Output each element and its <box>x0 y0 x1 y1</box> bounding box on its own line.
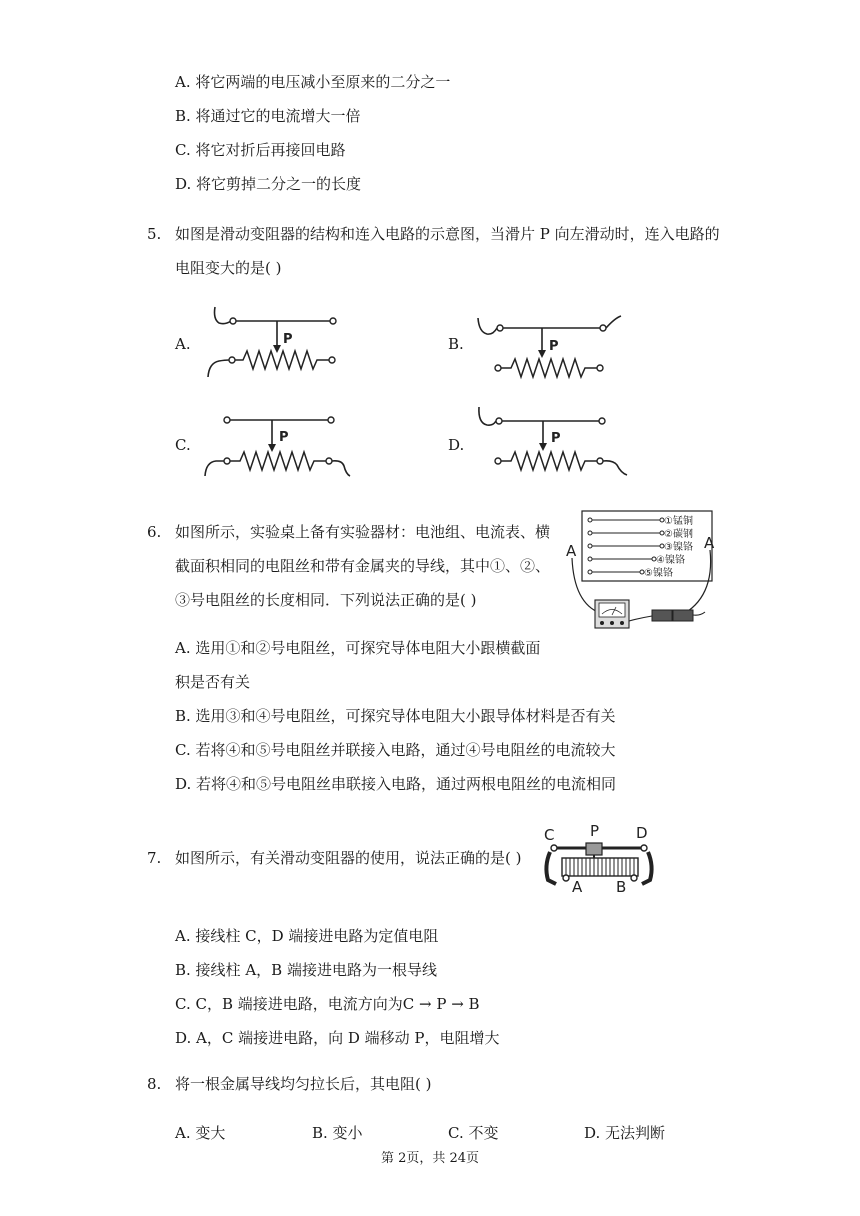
q6-wire-label-1: ①锰铜 <box>664 516 693 527</box>
q5-diagram-c <box>202 410 352 485</box>
q5-label-c: C. <box>175 436 191 454</box>
q8-stem: 将一根金属导线均匀拉长后，其电阻( ) <box>175 1075 432 1093</box>
q6-clip-left: A <box>566 542 577 560</box>
q6-clip-right: A <box>704 534 715 552</box>
q6-wire-label-5: ⑤镍铬 <box>644 568 673 579</box>
q5-slider-label-a: P <box>283 332 293 347</box>
q5-label-b: B. <box>448 335 464 353</box>
q4-option-c: C. 将它对折后再接回电路 <box>175 141 346 159</box>
q5-label-a: A. <box>175 335 191 353</box>
q7-option-c: C. C，B 端接进电路，电流方向为C → P → B <box>175 995 480 1013</box>
q8-option-c: C. 不变 <box>448 1124 499 1142</box>
q5-stem-line1: 如图是滑动变阻器的结构和连入电路的示意图，当滑片 P 向左滑动时，连入电路的 <box>175 225 720 243</box>
q4-option-a: A. 将它两端的电压减小至原来的二分之一 <box>175 73 451 91</box>
q6-option-a-line2: 积是否有关 <box>175 673 251 691</box>
q6-number: 6. <box>147 523 162 541</box>
q6-stem-line3: ③号电阻丝的长度相同．下列说法正确的是( ) <box>175 591 477 609</box>
q6-option-b: B. 选用③和④号电阻丝，可探究导体电阻大小跟导体材料是否有关 <box>175 707 616 725</box>
q6-option-c: C. 若将④和⑤号电阻丝并联接入电路，通过④号电阻丝的电流较大 <box>175 741 616 759</box>
q7-label-p: P <box>590 822 600 840</box>
q8-option-a: A. 变大 <box>175 1124 226 1142</box>
q7-label-d: D <box>636 824 648 842</box>
q7-label-a: A <box>572 878 583 894</box>
q7-option-d: D. A，C 端接进电路，向 D 端移动 P，电阻增大 <box>175 1029 500 1047</box>
q5-diagram-a <box>205 305 345 380</box>
q6-wire-label-3: ③镍铬 <box>664 542 693 553</box>
q7-option-b: B. 接线柱 A，B 端接进电路为一根导线 <box>175 961 437 979</box>
page-footer: 第 2页，共 24页 <box>380 1151 480 1166</box>
q7-stem: 如图所示，有关滑动变阻器的使用，说法正确的是( ) <box>175 849 522 867</box>
q6-experiment-figure <box>560 508 720 633</box>
q5-slider-label-b: P <box>549 339 559 354</box>
q5-diagram-d <box>475 405 630 480</box>
q5-slider-label-c: P <box>279 430 289 445</box>
q5-label-d: D. <box>448 436 465 454</box>
q6-option-a-line1: A. 选用①和②号电阻丝，可探究导体电阻大小跟横截面 <box>175 639 541 657</box>
q8-option-b: B. 变小 <box>312 1124 363 1142</box>
q7-option-a: A. 接线柱 C，D 端接进电路为定值电阻 <box>175 927 439 945</box>
q5-stem-line2: 电阻变大的是( ) <box>175 259 282 277</box>
q5-slider-label-d: P <box>551 431 561 446</box>
q7-number: 7. <box>147 849 162 867</box>
q8-option-d: D. 无法判断 <box>584 1124 666 1142</box>
q5-number: 5. <box>147 225 162 243</box>
q5-diagram-b <box>475 310 625 385</box>
q6-wire-label-2: ②碳钢 <box>664 529 693 540</box>
q7-label-c: C <box>544 826 555 844</box>
q6-option-d: D. 若将④和⑤号电阻丝串联接入电路，通过两根电阻丝的电流相同 <box>175 775 617 793</box>
q8-number: 8. <box>147 1075 162 1093</box>
q6-stem-line2: 截面积相同的电阻丝和带有金属夹的导线，其中①、②、 <box>175 557 551 575</box>
q7-rheostat-figure <box>540 822 660 894</box>
q4-option-d: D. 将它剪掉二分之一的长度 <box>175 175 362 193</box>
q6-stem-line1: 如图所示，实验桌上备有实验器材：电池组、电流表、横 <box>175 523 551 541</box>
q4-option-b: B. 将通过它的电流增大一倍 <box>175 107 361 125</box>
q7-label-b: B <box>616 878 627 894</box>
q6-wire-label-4: ④镍铬 <box>656 555 685 566</box>
